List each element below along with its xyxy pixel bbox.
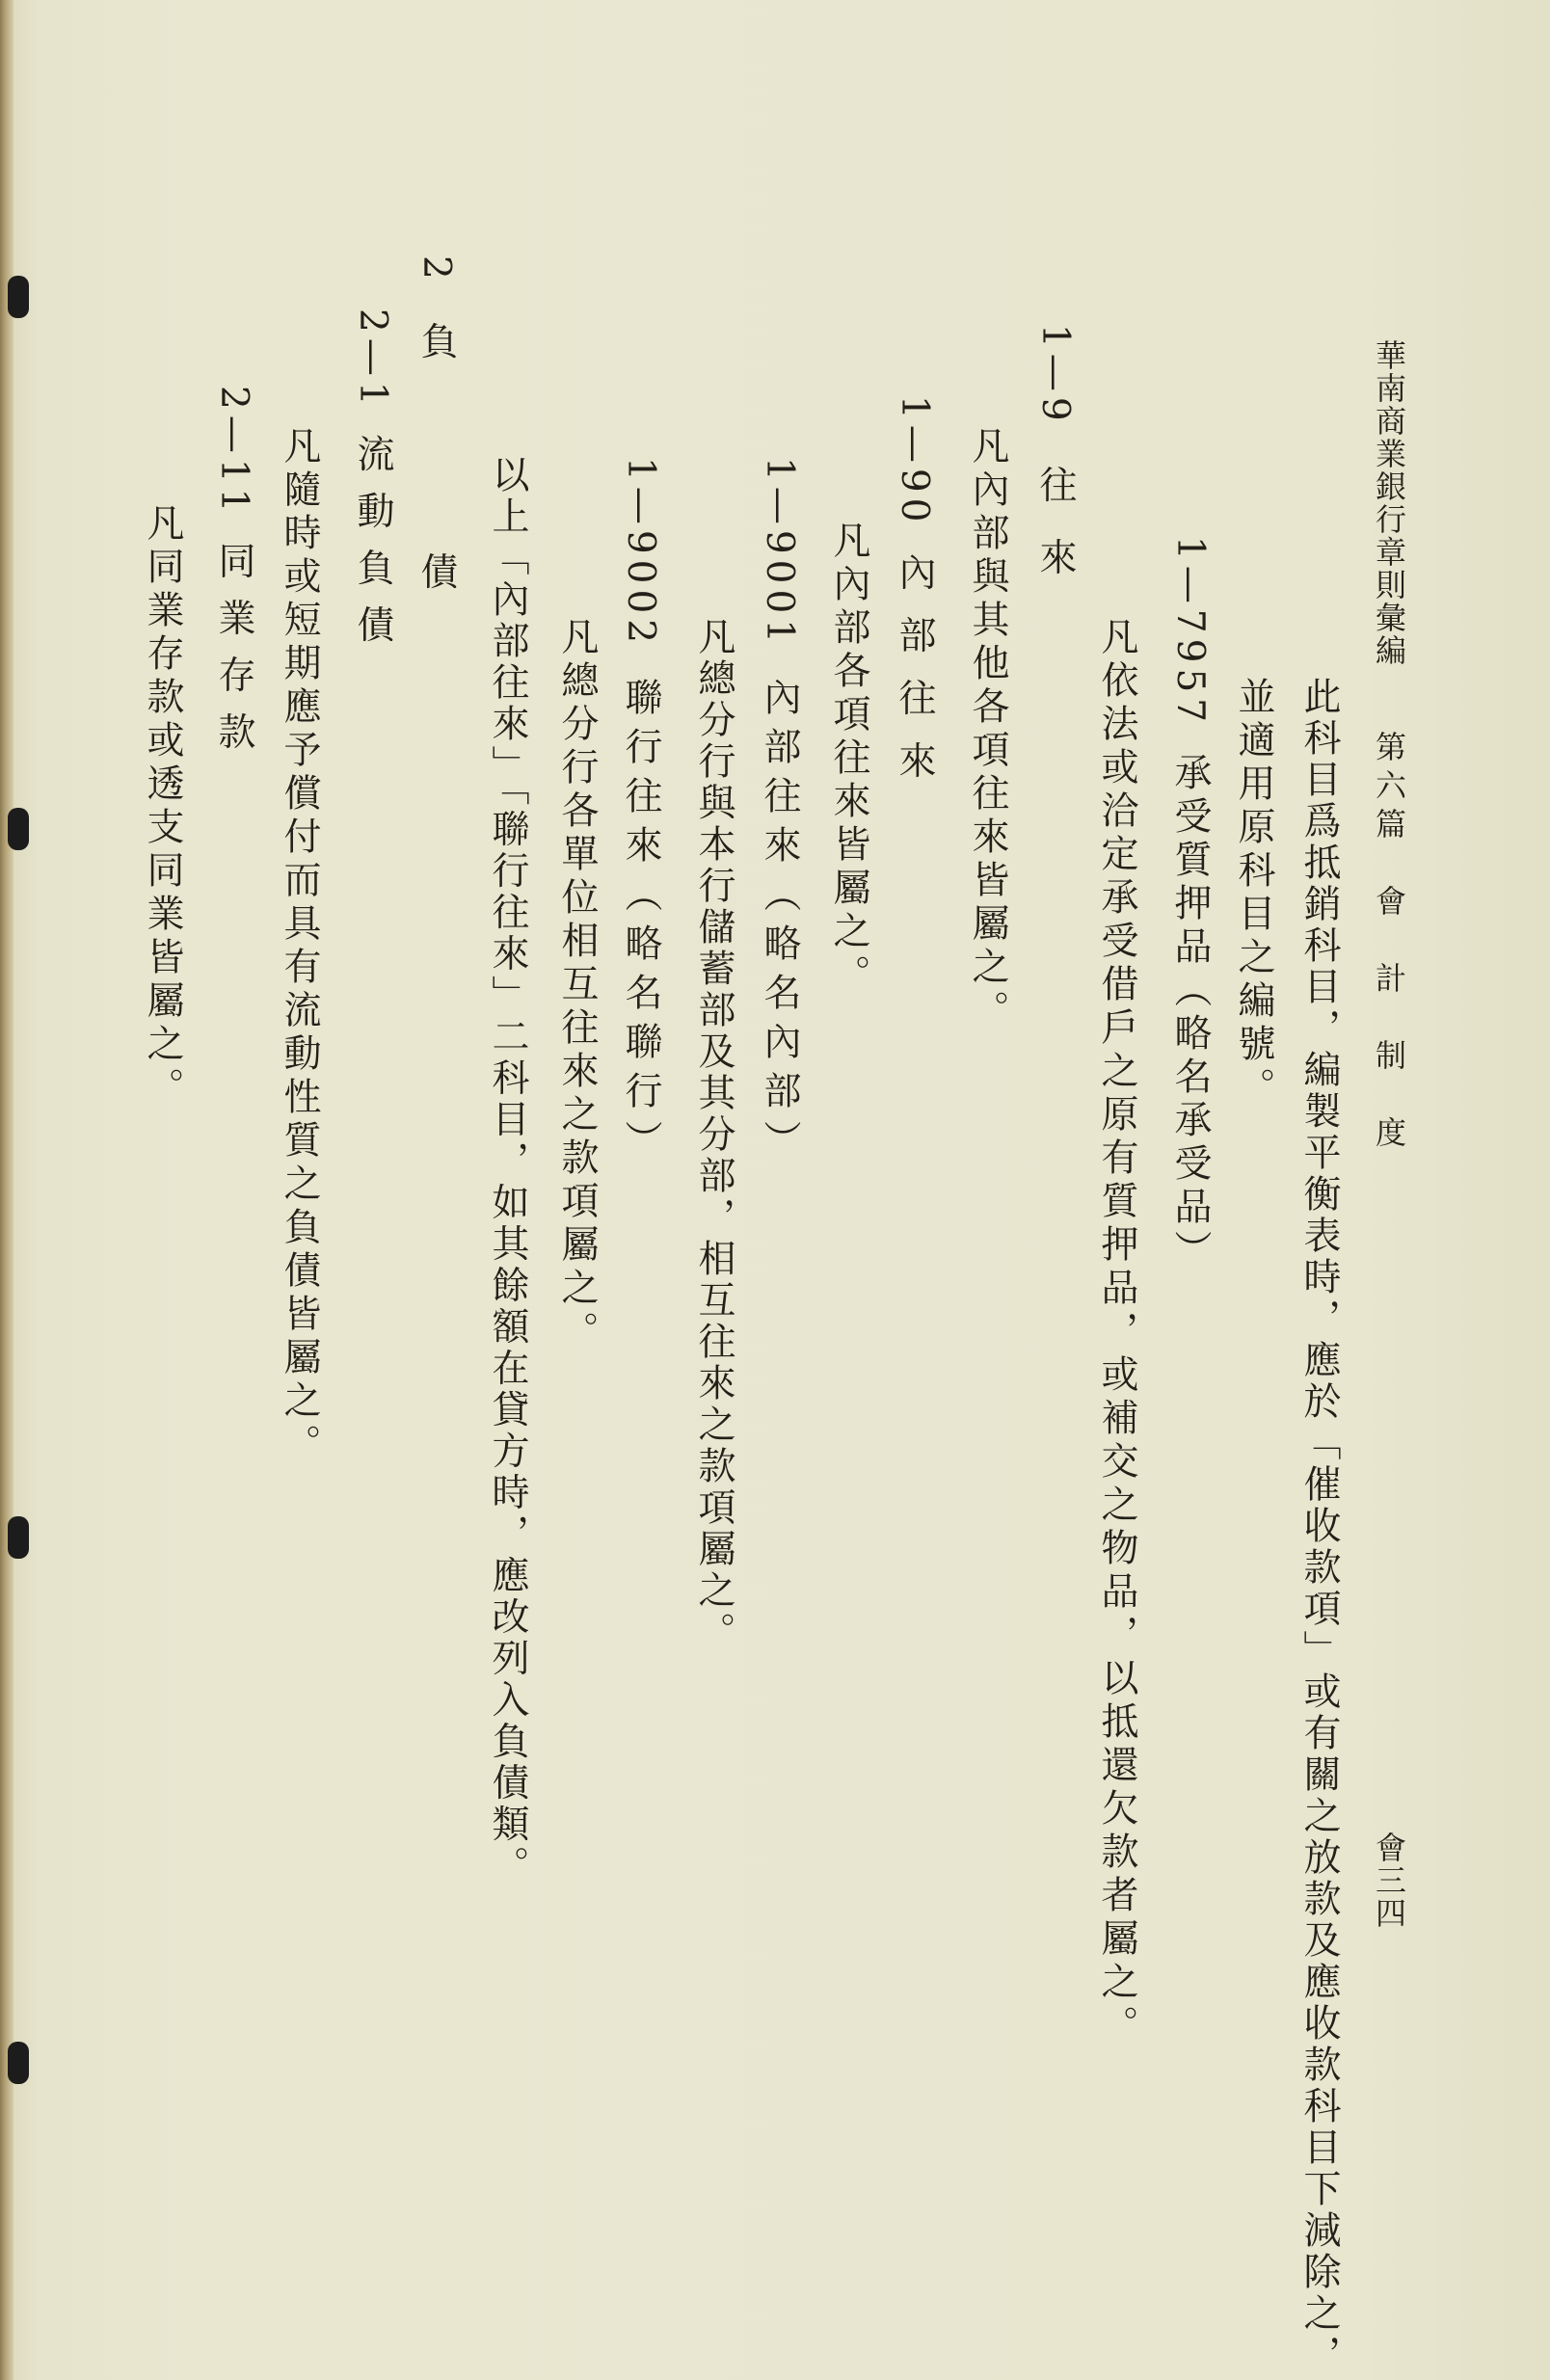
- page-number: 會三四: [1371, 1832, 1407, 1930]
- account-entry: [1028, 324, 1082, 610]
- binding-stitch: [8, 276, 29, 318]
- account-entry: [613, 457, 667, 1169]
- account-entry: [409, 255, 463, 783]
- account-code: 1—7957: [1168, 536, 1212, 729]
- account-title: 流動負債: [351, 434, 394, 662]
- account-title: 往來: [1033, 465, 1077, 610]
- account-title: 承受質押品（略名承受品）: [1168, 753, 1212, 1274]
- account-entry: [345, 308, 399, 662]
- text-line: 凡總分行各單位相互往來之款項屬之。: [555, 617, 599, 1354]
- account-code: 1—9001: [758, 457, 801, 650]
- text-line: 凡同業存款或透支同業皆屬之。: [141, 503, 184, 1110]
- account-title: 聯行往來（略名聯行）: [619, 678, 662, 1170]
- text-line: 凡總分行與本行儲蓄部及其分部，相互往來之款項屬之。: [692, 617, 735, 1653]
- account-code: 1—9002: [619, 457, 662, 650]
- text-line: 並適用原科目之編號。: [1232, 677, 1275, 1110]
- binding-stitch: [8, 808, 29, 850]
- chapter-title: 第六篇 會 計 制 度: [1371, 731, 1407, 1155]
- binding-edge: [0, 0, 13, 2380]
- account-code: 2—1: [351, 308, 394, 412]
- account-entry: [1162, 536, 1216, 1273]
- account-title: 內部往來: [893, 552, 936, 804]
- account-title: 同業存款: [212, 541, 255, 769]
- text-line: 凡內部與其他各項往來皆屬之。: [966, 426, 1009, 1033]
- account-code: 1—9: [1033, 324, 1077, 427]
- account-code: 2: [414, 255, 458, 285]
- account-entry: [752, 457, 806, 1169]
- text-line: 以上「內部往來」「聯行往來」二科目，如其餘額在貸方時，應改列入負債類。: [486, 455, 529, 1887]
- account-code: 1—90: [893, 395, 936, 528]
- account-entry: [887, 395, 941, 803]
- binding-stitch: [8, 1516, 29, 1559]
- account-title: 負債: [414, 321, 458, 783]
- text-line: 此科目爲抵銷科目，編製平衡表時，應於「催收款項」或有關之放款及應收款科目下減除之，: [1297, 677, 1341, 2376]
- account-title: 內部往來（略名內部）: [758, 678, 801, 1170]
- text-line: 凡隨時或短期應予償付而具有流動性質之負債皆屬之。: [278, 426, 321, 1467]
- book-title: 華南商業銀行章則彙編: [1371, 339, 1407, 667]
- text-line: 凡內部各項往來皆屬之。: [827, 521, 870, 998]
- text-line: 凡依法或洽定承受借戶之原有質押品，或補交之物品，以抵還欠款者屬之。: [1095, 617, 1138, 2048]
- account-code: 2—11: [212, 386, 255, 519]
- binding-stitch: [8, 2042, 29, 2084]
- account-entry: [206, 386, 260, 768]
